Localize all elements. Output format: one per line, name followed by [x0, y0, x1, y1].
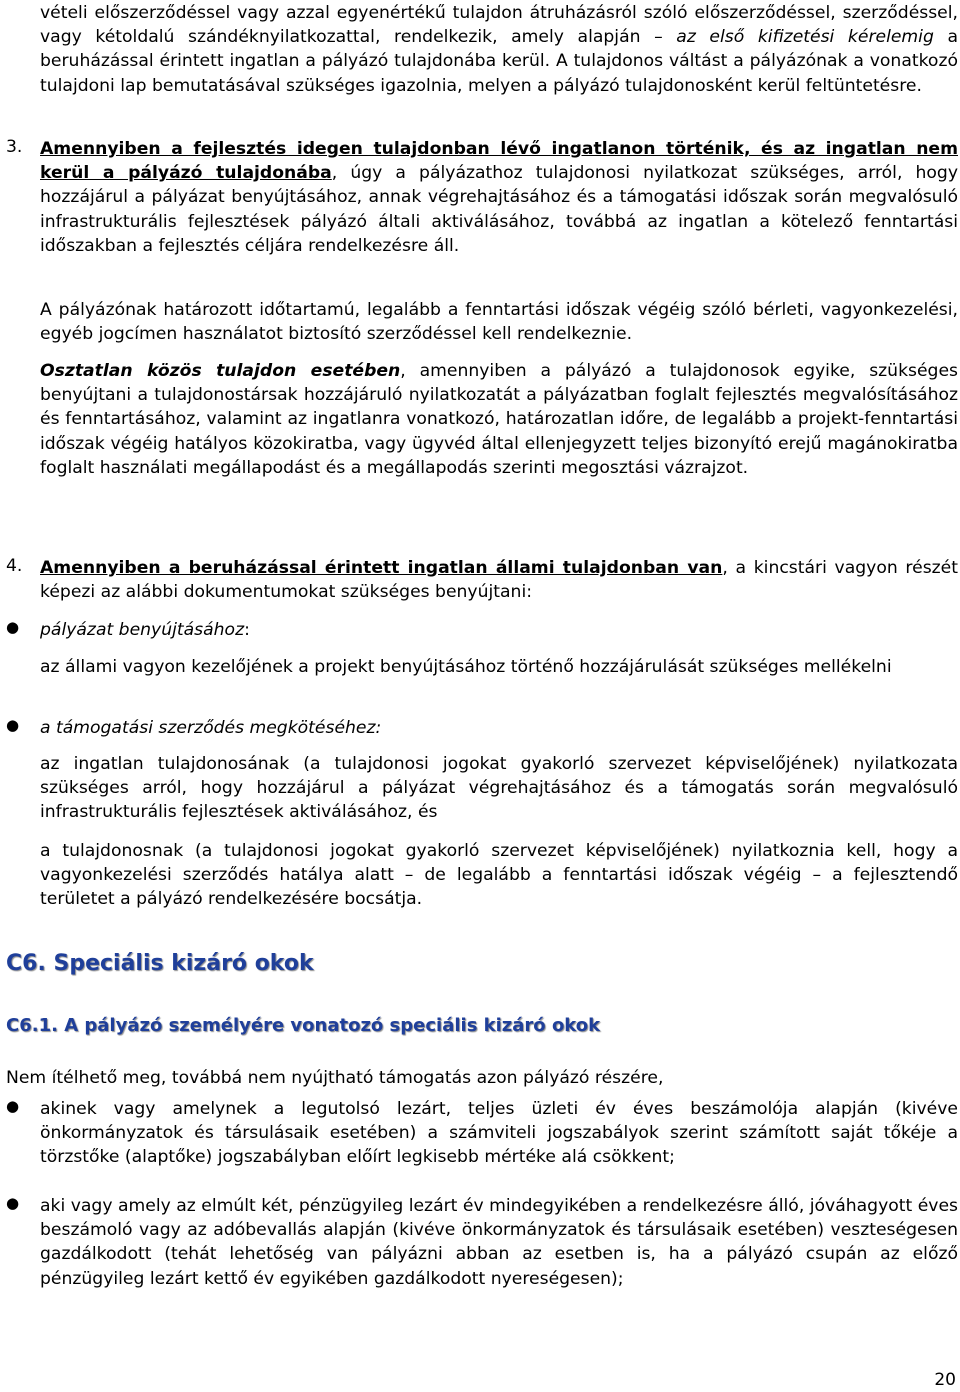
lead-paragraph: Nem ítélhető meg, továbbá nem nyújtható támogatás azon pályázó részére,: [6, 1068, 664, 1088]
page-number: 20: [934, 1370, 956, 1390]
exclusion-2-text: aki vagy amely az elmúlt két, pénzügyileg lezárt év mindegyikében a rendelkezésre álló, jóváhagyott éves beszámoló vagy az adóbevallás alapján (kivéve önkormányzatok és társulásaik esetében) veszteségesen gazdálkodott (tehát lehetőség van pályázni abban az esetben is, ha a pályázó csupán az előző pénzügyileg lezárt kettő év egyikében gazdálkodott nyereségesen);: [40, 1196, 958, 1289]
bullet-icon: ●: [6, 1194, 20, 1212]
heading-c6: C6. Speciális kizáró okok: [6, 951, 314, 976]
bullet-1-label-text: pályázat benyújtásához: [40, 620, 245, 640]
bullet-2-text-2: a tulajdonosnak (a tulajdonosi jogokat gyakorló szervezet képviselőjének) nyilatkoznia kell, hogy a vagyonkezelési szerződés hatálya alatt – de legalább a fenntartási időszak végéig – a fejlesztendő területet a pályázó rendelkezésére bocsátja.: [40, 841, 958, 910]
item-4-underlined: Amennyiben a beruházással érintett ingatlan állami tulajdonban van: [40, 558, 723, 578]
joint-ownership-bold: Osztatlan közös tulajdon esetében: [40, 361, 401, 381]
joint-ownership-paragraph: [0, 359, 960, 480]
exclusion-item-2: [0, 1194, 960, 1291]
bullet-item-2: [0, 716, 960, 740]
exclusion-item-1: [0, 1097, 960, 1170]
item-4-text: , a kincstári vagyon részét képezi az alábbi dokumentumokat szükséges benyújtani:: [40, 558, 958, 603]
bullet-item-1: [0, 618, 960, 642]
intro-text-c: a beruházással érintett ingatlan a pályázó tulajdonába kerül. A tulajdonos váltást a pályázónak a vonatkozó tulajdoni lap bemutatásával szükséges igazolnia, melyen a pályázó tulajdonosként kerül feltüntetésre.: [40, 27, 958, 96]
item-3-text: , úgy a pályázathoz tulajdonosi nyilatkozat szükséges, arról, hogy hozzájárul a pályázat benyújtásához, annak végrehajtásához és a támogatási időszak során megvalósuló infrastrukturális fejlesztések pályázó általi aktiválásához, továbbá az ingatlan a kötelező fenntartási időszakban a fejlesztés céljára rendelkezésre áll.: [40, 163, 958, 256]
item-3-number: 3.: [6, 137, 23, 157]
item-4-number: 4.: [6, 556, 23, 576]
item-4-paragraph: [0, 556, 960, 604]
exclusion-1-text: akinek vagy amelynek a legutolsó lezárt, teljes üzleti év éves beszámolója alapján (kivéve önkormányzatok és társulásaik esetében) a számviteli jogszabályok szerint számított saját tőkéje a törzstőke (alaptőke) jogszabályban előírt legkisebb mértéke alá csökkent;: [40, 1099, 958, 1168]
bullet-icon: ●: [6, 1097, 20, 1115]
bullet-1-colon: :: [244, 620, 250, 640]
lease-paragraph: A pályázónak határozott időtartamú, legalább a fenntartási időszak végéig szóló bérleti, vagyonkezelési, egyéb jogcímen használatot biztosító szerződéssel kell rendelkeznie.: [40, 300, 958, 345]
bullet-2-label: [0, 716, 960, 740]
bullet-icon: ●: [6, 618, 20, 636]
intro-text-italic: az első kifizetési kérelemig: [676, 27, 934, 48]
bullet-2-text-1: az ingatlan tulajdonosának (a tulajdonosi jogokat gyakorló szervezet képviselőjének) nyilatkozata szükséges arról, hogy hozzájárul a pályázat végrehajtásához és a támogatás során megvalósuló infrastrukturális fejlesztések aktiválásához, és: [40, 754, 958, 823]
joint-ownership-text: , amennyiben a pályázó a tulajdonosok egyike, szükséges benyújtani a tulajdonostársak hozzájáruló nyilatkozatát a pályázatban foglalt fejlesztés megvalósításához és fenntartásához, valamint az ingatlanra vonatkozó, határozatlan időre, de legalább a projekt-fenntartási időszak végéig hatályos közokiratba, vagy ügyvéd által ellenjegyzett teljes bizonyító erejű magánokiratba foglalt használati megállapodást és a megállapodás szerinti megosztási vázrajzot.: [40, 361, 958, 478]
intro-paragraph: [0, 1, 960, 98]
intro-text-a: vételi előszerződéssel vagy azzal egyenértékű tulajdon átruházásról szóló előszerződéssel, szerződéssel, vagy kétoldalú szándéknyilatkozattal, rendelkezik, amely alapján –: [40, 3, 958, 48]
bullet-1-label: [0, 618, 960, 642]
bullet-2-label-text: a támogatási szerződés megkötéséhez:: [40, 718, 382, 738]
item-3-paragraph: [0, 137, 960, 258]
heading-c6-1: C6.1. A pályázó személyére vonatozó speciális kizáró okok: [6, 1015, 601, 1036]
bullet-1-text: az állami vagyon kezelőjének a projekt benyújtásához történő hozzájárulását szükséges mellékelni: [40, 657, 892, 677]
item-3-underlined: Amennyiben a fejlesztés idegen tulajdonban lévő ingatlanon történik, és az ingatlan nem kerül a pályázó tulajdonába: [40, 139, 958, 184]
item-3: [0, 137, 960, 258]
bullet-icon: ●: [6, 716, 20, 734]
item-4: [0, 556, 960, 604]
